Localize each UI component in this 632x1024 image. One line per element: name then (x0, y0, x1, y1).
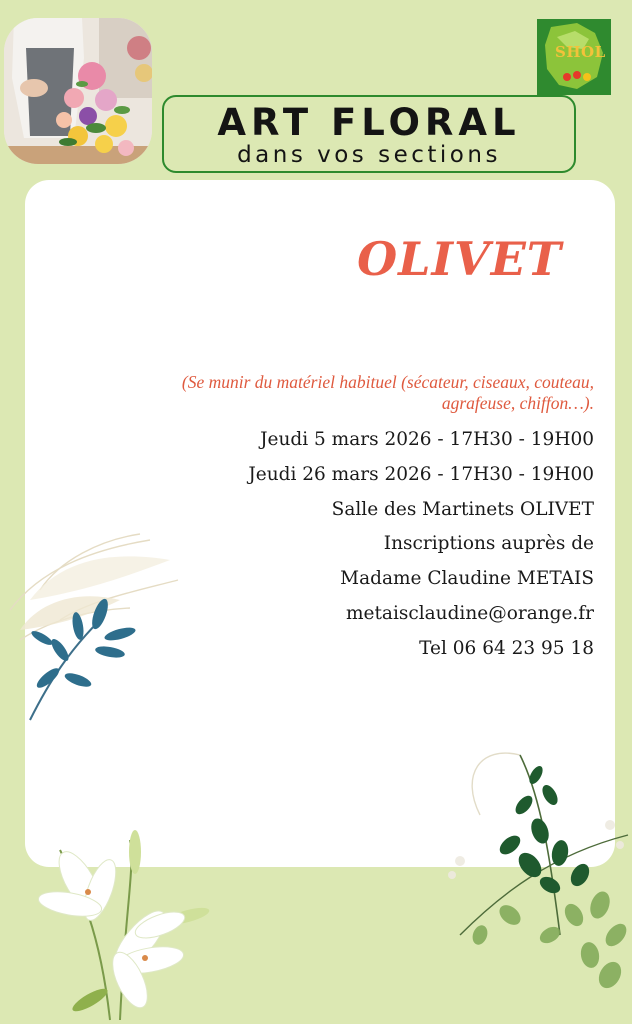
page-title: ART FLORAL (217, 101, 521, 144)
shol-logo (537, 19, 611, 95)
logo-text: SHOL (555, 43, 606, 61)
city-heading: OLIVET (357, 232, 562, 286)
note-line: agrafeuse, chiffon…). (441, 393, 594, 413)
page-subtitle: dans vos sections (237, 142, 501, 168)
note-line: (Se munir du matériel habituel (sécateur, ciseaux, couteau, (181, 372, 594, 392)
info-line-registration: Inscriptions auprès de (383, 533, 594, 555)
title-box (162, 95, 576, 173)
info-line-venue: Salle des Martinets OLIVET (331, 498, 594, 520)
greenery-cluster-icon (440, 735, 632, 1024)
lily-flower-icon (20, 830, 220, 1024)
leaf-branch-icon (0, 530, 190, 730)
florist-photo (4, 18, 152, 164)
equipment-note (74, 372, 594, 414)
info-line-date-1: Jeudi 5 mars 2026 - 17H30 - 19H00 (260, 429, 594, 450)
info-line-date-2: Jeudi 26 mars 2026 - 17H30 - 19H00 (248, 463, 594, 485)
info-line-contact-name: Madame Claudine METAIS (340, 568, 594, 590)
info-line-email[interactable]: metaisclaudine@orange.fr (346, 602, 594, 624)
info-line-phone[interactable]: Tel 06 64 23 95 18 (419, 637, 594, 659)
flower-arrangement-photo (4, 18, 152, 164)
